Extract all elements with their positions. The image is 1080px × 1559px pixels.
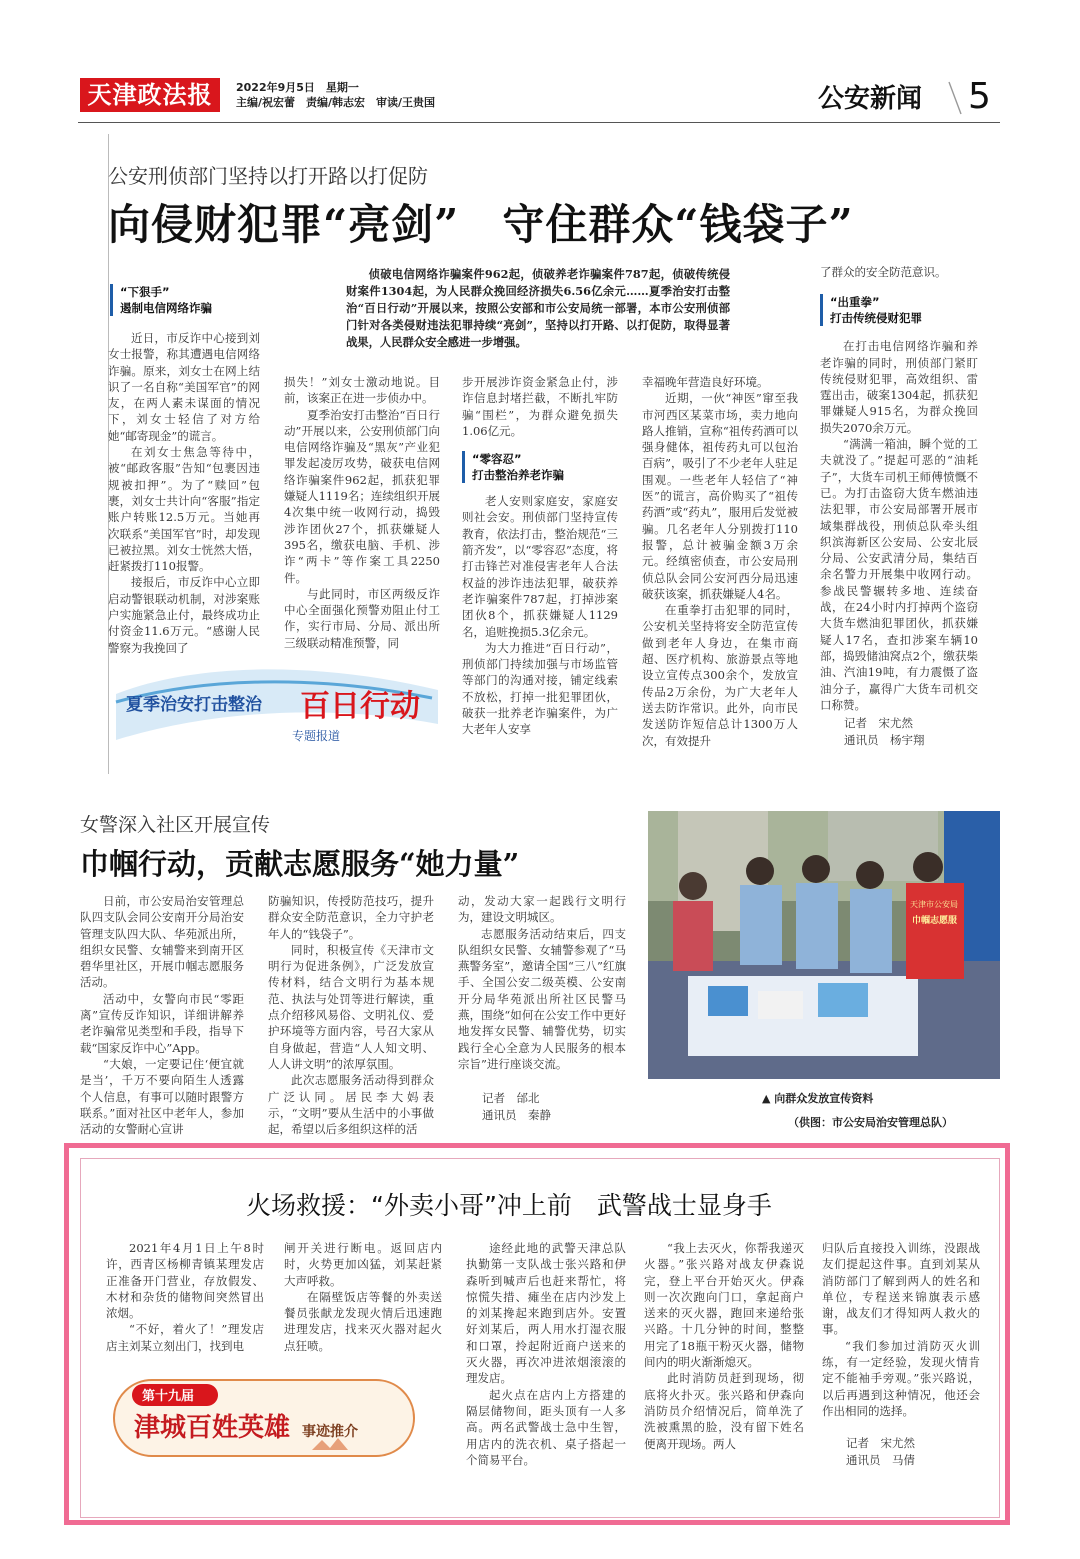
correspondent: 通讯员 马倩 — [846, 1453, 915, 1468]
paragraph: 损失！”刘女士激动地说。目前，该案正在进一步侦办中。 — [284, 375, 440, 406]
paragraph: 在刘女士焦急等待中，被“邮政客服”告知“包裹因违规被扣押”。为了“赎回”包裹，刘女士共计向“客服”指定账户转账12.5万元。当她再次联系“美国军官”时，却发现已被拉黑。刘女士恍然大悟，赶紧拨打110报警。 — [108, 445, 260, 574]
section-title: 公安新闻 — [818, 84, 923, 114]
banner-text: 夏季治安打击整治 — [126, 695, 262, 715]
paragraph: 了群众的安全防范意识。 — [820, 265, 947, 279]
article-1-subhead-3 — [820, 294, 978, 326]
badge-tail-text: 事迹推介 — [302, 1424, 358, 1440]
paragraph: 归队后直接投入训练，没跟战友们提起这件事。直到刘某从消防部门了解到两人的姓名和单位，专程送来锦旗表示感谢，战友们才得知两人救火的事。 — [822, 1241, 980, 1337]
hero-series-badge — [112, 1378, 416, 1458]
paragraph: 途经此地的武警天津总队执勤第一支队战士张兴路和伊森听到喊声后也赶来帮忙，将惊慌失措、瘫坐在店内沙发上的刘某搀起来跑到店外。安置好刘某后，两人用水打湿衣服和口罩，拎起附近商户送来的灭火器，再次冲进浓烟滚滚的理发店。 — [466, 1241, 626, 1386]
paragraph: 闸开关进行断电。返回店内时，火势更加凶猛，刘某赶紧大声呼救。 — [284, 1241, 442, 1288]
article-1-subhead-1 — [110, 284, 270, 316]
editors-line: 主编/祝宏蕾 责编/韩志宏 审读/王贵国 — [236, 96, 436, 109]
article-3-col-2 — [284, 1240, 442, 1354]
article-1-headline: 向侵财犯罪“亮剑” 守住群众“钱袋子” — [108, 200, 854, 249]
article-1-col-2 — [284, 374, 440, 651]
page-number: 5 — [968, 76, 991, 117]
article-2-col-1 — [80, 893, 244, 1137]
paragraph: 在隔壁饭店等餐的外卖送餐员张献龙发现火情后迅速跑进理发店，找来灭火器对起火点狂喷。 — [284, 1289, 442, 1353]
paragraph: 步开展涉诈资金紧急止付，涉诈信息封堵拦截，不断扎牢防骗“围栏”，为群众避免损失1.06亿元。 — [462, 375, 618, 438]
paragraph: 幸福晚年营造良好环境。 — [642, 375, 769, 389]
paragraph: 日前，市公安局治安管理总队四支队会同公安南开分局治安管理支队四大队、华苑派出所，组织女民警、女辅警来到南开区碧华里社区，开展巾帼志愿服务活动。 — [80, 894, 244, 990]
banner-sub-text: 专题报道 — [292, 729, 341, 743]
correspondent: 通讯员 秦静 — [482, 1108, 551, 1123]
photo-sign-text: 天津市公安局 — [910, 900, 958, 909]
paragraph: 此次志愿服务活动得到群众广泛认同。居民李大妈表示，“文明”要从生活中的小事做起，希望以后多组织这样的活 — [268, 1073, 434, 1137]
article-3-headline: 火场救援：“外卖小哥”冲上前 武警战士显身手 — [246, 1191, 772, 1220]
paragraph: 活动中，女警向市民“零距离”宣传反诈知识，详细讲解养老诈骗常见类型和手段，指导下载“国家反诈中心”App。 — [80, 991, 244, 1055]
paragraph: 夏季治安打击整治“百日行动”开展以来，公安刑侦部门向电信网络诈骗及“黑灰”产业犯罪发起凌厉攻势，破获电信网络诈骗案件962起，抓获犯罪嫌疑人1119名；连续组织开展4次集中统一收网行动，捣毁涉诈团伙27个，抓获嫌疑人395名，缴获电脑、手机、涉诈“两卡”等作案工具2250件。 — [284, 407, 440, 585]
photo-sign-text-2: 巾帼志愿服 — [912, 916, 958, 926]
article-1-col-4 — [642, 374, 798, 749]
banner-big-text: 百日行动 — [300, 689, 420, 724]
photo-credit: （供图：市公安局治安管理总队） — [788, 1116, 953, 1129]
subhead-2-quote: “零容忍” — [472, 452, 522, 467]
article-1-kicker: 公安刑侦部门坚持以打开路以打促防 — [108, 164, 428, 188]
subhead-3-quote: “出重拳” — [830, 295, 880, 310]
article-3-byline — [822, 1435, 980, 1469]
paragraph: “不好，着火了！”理发店店主刘某立刻出门，找到电 — [106, 1322, 264, 1353]
correspondent: 通讯员 杨宇翔 — [844, 733, 925, 748]
paragraph: 接报后，市反诈中心立即启动警银联动机制，对涉案账户实施紧急止付，最终成功止付资金11.6万元。“感谢人民警察为我挽回了 — [108, 575, 260, 655]
masthead-rule — [78, 122, 1000, 123]
subhead-3-title: 打击传统侵财犯罪 — [830, 311, 922, 326]
subhead-2-title: 打击整治养老诈骗 — [472, 468, 564, 483]
photo-caption: ▲ 向群众发放宣传资料 — [762, 1092, 874, 1105]
paragraph: “我上去灭火，你帮我递灭火器。”张兴路对战友伊森说完，登上平台开始灭火。伊森则一次次跑向门口，拿起商户送来的灭火器，跑回来递给张兴路。十几分钟的时间，整整用完了18瓶干粉灭火器，储物间内的明火渐渐熄灭。 — [644, 1241, 804, 1370]
paragraph: 防骗知识，传授防范技巧，提升群众安全防范意识，全力守护老年人的“钱袋子”。 — [268, 894, 434, 941]
paragraph: “满满一箱油，瞬个觉的工夫就没了。”提起可恶的“油耗子”，大货车司机王师傅愤慨不已。为打击盗窃大货车燃油违法犯罪，市公安局部署开展市域集群战役，刑侦总队牵头组织滨海新区公安局、公安北辰分局、公安武清分局，集结百余名警力开展集中收网行动。参战民警辗转多地、连续奋战，在24小时内打掉两个盗窃大货车燃油犯罪团伙，抓获嫌疑人17名，查扣涉案车辆10部，捣毁储油窝点2个，缴获柴油、汽油19吨，有力震慑了盗油分子，赢得广大货车司机交口称赞。 — [820, 437, 978, 712]
paragraph: 起火点在店内上方搭建的隔层储物间，距头顶有一人多高。两名武警战士急中生智，用店内的洗衣机、桌子搭起一个简易平台。 — [466, 1387, 626, 1467]
paragraph: 与此同时，市区两级反诈中心全面强化预警劝阻止付工作，实行市局、分局、派出所三级联动精准预警，同 — [284, 586, 440, 650]
paragraph: 动，发动大家一起践行文明行为，建设文明城区。 — [458, 894, 626, 925]
paragraph: 同时，积极宣传《天津市文明行为促进条例》，广泛发放宣传材料，结合文明行为基本规范、执法与处罚等进行解读，重点介绍移风易俗、文明礼仪、爱护环境等方面内容，号召大家从自身做起，营造“人人知文明、人人讲文明”的浓厚氛围。 — [268, 942, 434, 1071]
volunteer-photo — [648, 811, 1000, 1079]
paragraph: 在重拳打击犯罪的同时，公安机关坚持将安全防范宣传做到老年人身边，在集市商超、医疗机构、旅游景点等地设立宣传点300余个，发放宣传品2万余份，为广大老年人送去防诈常识。此外，向市民发送防诈短信总计1300万人次，有效提升 — [642, 603, 798, 748]
paper-logo: 天津政法报 — [80, 78, 220, 112]
paragraph: “大娘，一定要记住‘便宜就是当’，千万不要向陌生人透露个人信息，有事可以随时跟警方联系。”面对社区中老年人，参加活动的女警耐心宣讲 — [80, 1056, 244, 1137]
article-1-col-3 — [462, 374, 618, 738]
paragraph: 近日，市反诈中心接到刘女士报警，称其遭遇电信网络诈骗。原来，刘女士在网上结识了一名自称“美国军官”的网友，在两人素未谋面的情况下，刘女士轻信了对方给她“邮寄现金”的谎言。 — [108, 331, 260, 443]
page-separator-icon — [945, 80, 965, 116]
article-1-byline — [820, 715, 978, 749]
article-2-headline: 巾帼行动，贡献志愿服务“她力量” — [80, 847, 520, 881]
article-1-lead: 侦破电信网络诈骗案件962起，侦破养老诈骗案件787起，侦破传统侵财案件1304起，为人民群众挽回经济损失6.56亿余元……夏季治安打击整治“百日行动”开展以来，按照公安部和市公安局统一部署，本市公安刑侦部门针对各类侵财违法犯罪持续“亮剑”，坚持以打开路、以打促防，取得显著战果，人民群众安全感进一步增强。 — [346, 267, 730, 349]
article-3-col-5 — [822, 1240, 980, 1469]
paragraph: 老人安则家庭安，家庭安则社会安。刑侦部门坚持宣传教育，依法打击，整治规范“三箭齐发”，以“零容忍”态度，将打击锋芒对准侵害老年人合法权益的涉诈违法犯罪，破获养老诈骗案件787起，打掉涉案团伙8个，抓获嫌疑人1129名，追赃挽损5.3亿余元。 — [462, 494, 618, 639]
paragraph: 志愿服务活动结束后，四支队组织女民警、女辅警参观了“马燕警务室”，邀请全国“三八”红旗手、全国公安二级英模、公安南开分局华苑派出所社区民警马燕，围绕“如何在公安工作中更好地发挥女民警、辅警优势，切实践行全心全意为人民服务的根本宗旨”进行座谈交流。 — [458, 926, 626, 1071]
article-3-col-3 — [466, 1240, 626, 1468]
article-3-col-4 — [644, 1240, 804, 1452]
issue-info — [236, 80, 435, 110]
article-1-col-1 — [108, 330, 260, 656]
article-2-kicker: 女警深入社区开展宣传 — [80, 814, 271, 836]
subhead-1-quote: “下狠手” — [120, 285, 170, 299]
article-3-col-1 — [106, 1240, 264, 1354]
reporter: 记者 宋尤然 — [844, 716, 913, 731]
article-2-byline — [458, 1090, 626, 1124]
paragraph: 在打击电信网络诈骗和养老诈骗的同时，刑侦部门紧盯传统侵财犯罪，高效组织、雷霆出击，破案1304起，抓获犯罪嫌疑人915名，为群众挽回损失2070余万元。 — [820, 339, 978, 435]
badge-top-text: 第十九届 — [142, 1389, 195, 1404]
paragraph: “我们参加过消防灭火训练，有一定经验，发现火情肯定不能袖手旁观。”张兴路说，以后再遇到这种情况，他还会作出相同的选择。 — [822, 1338, 980, 1418]
paragraph: 近期，一伙“神医”窜至我市河西区某菜市场，卖力地向路人推销，宣称“祖传药酒可以强身健体，祖传药丸可以包治百病”，吸引了不少老年人驻足围观。一些老年人轻信了“神医”的谎言，高价购买了“祖传药酒”或“药丸”，服用后发觉被骗。几名老年人分别拨打110报警，总计被骗金额3万余元。经缜密侦查，市公安局刑侦总队会同公安河西分局迅速破获该案，抓获嫌疑人4名。 — [642, 391, 798, 601]
article-1-col-5 — [820, 264, 978, 749]
paragraph: 为大力推进“百日行动”，刑侦部门持续加强与市场监管等部门的沟通对接，铺定线索不放松，打掉一批犯罪团伙，破获一批养老诈骗案件，为广大老年人安享 — [462, 640, 618, 737]
article-2-col-2 — [268, 893, 434, 1137]
campaign-banner-graphic — [112, 664, 440, 750]
reporter: 记者 宋尤然 — [846, 1436, 915, 1451]
badge-main-text: 津城百姓英雄 — [134, 1413, 291, 1443]
reporter: 记者 邰北 — [482, 1091, 540, 1106]
subhead-1-title: 遏制电信网络诈骗 — [120, 301, 212, 315]
article-2-col-3 — [458, 893, 626, 1124]
paragraph: 2021年4月1日上午8时许，西青区杨柳青镇某理发店正准备开门营业，存放假发、木材和杂货的储物间突然冒出浓烟。 — [106, 1241, 264, 1321]
issue-date: 2022年9月5日 星期一 — [236, 81, 359, 94]
article-1-subhead-2 — [462, 451, 618, 483]
paragraph: 此时消防员赶到现场，彻底将火扑灭。张兴路和伊森向消防员介绍情况后，简单洗了洗被熏黑的脸，没有留下姓名便离开现场。两人 — [644, 1371, 804, 1451]
